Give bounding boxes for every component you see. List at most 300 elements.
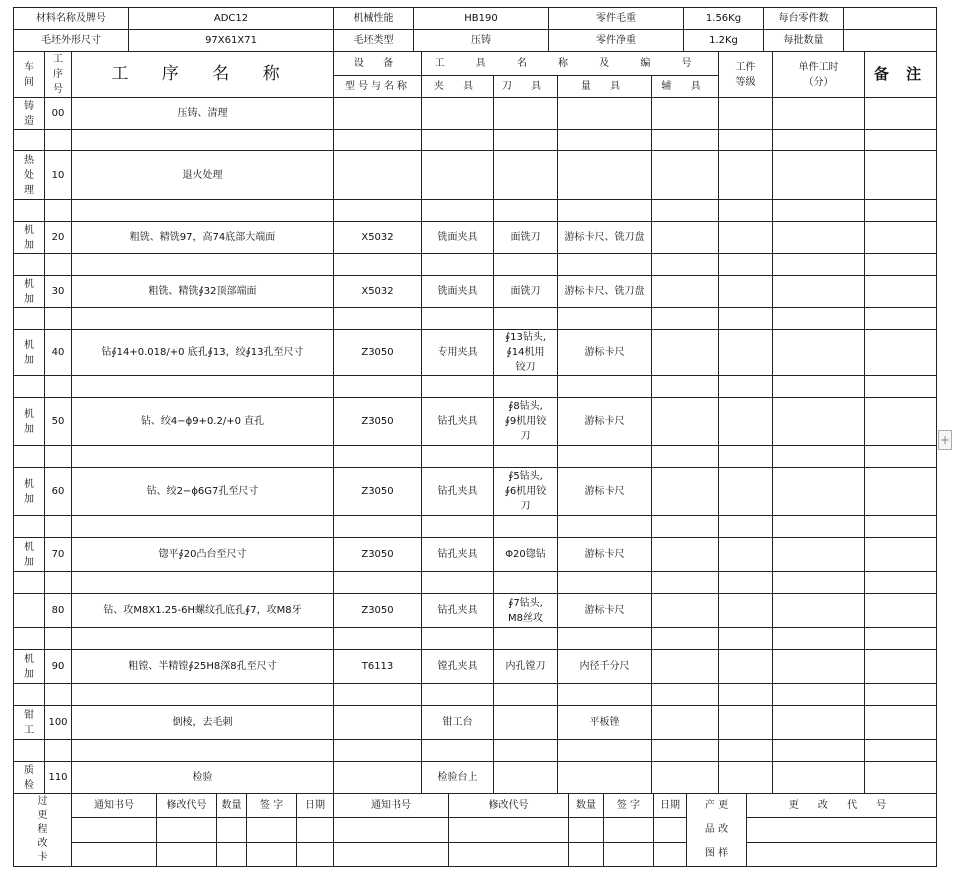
header-table xyxy=(13,7,937,52)
blank-cell[interactable] xyxy=(72,130,334,151)
col-step-name: 工 序 名 称 xyxy=(72,52,334,98)
row-workshop: 机 加 xyxy=(14,276,45,308)
sign-header-2: 签 字 xyxy=(604,794,654,818)
blank-cell[interactable] xyxy=(72,200,334,222)
blank-cell[interactable] xyxy=(558,684,652,706)
blank-cell[interactable] xyxy=(719,684,773,706)
blank-cell[interactable] xyxy=(773,684,865,706)
blank-cell[interactable] xyxy=(334,516,422,538)
blank-cell[interactable] xyxy=(45,254,72,276)
process-card xyxy=(13,7,936,867)
row-workshop: 机 加 xyxy=(14,330,45,376)
blank-cell[interactable] xyxy=(494,200,558,222)
blank-size-value: 97X61X71 xyxy=(129,30,334,52)
row-equipment: Z3050 xyxy=(334,594,422,628)
blank-cell[interactable] xyxy=(14,200,45,222)
row-unit-time[interactable] xyxy=(773,151,865,200)
blank-cell[interactable] xyxy=(719,628,773,650)
process-row xyxy=(14,650,937,684)
row-remarks[interactable] xyxy=(865,398,937,446)
blank-cell[interactable] xyxy=(865,376,937,398)
blank-cell[interactable] xyxy=(865,516,937,538)
row-workshop: 铸 造 xyxy=(14,98,45,130)
row-equipment: Z3050 xyxy=(334,468,422,516)
blank-cell[interactable] xyxy=(865,740,937,762)
blank-cell[interactable] xyxy=(14,684,45,706)
blank-cell[interactable] xyxy=(422,130,494,151)
blank-cell[interactable] xyxy=(422,516,494,538)
row-step-no: 30 xyxy=(45,276,72,308)
row-grade[interactable] xyxy=(719,468,773,516)
blank-cell[interactable] xyxy=(422,740,494,762)
blank-cell[interactable] xyxy=(45,308,72,330)
row-step-name: 钻、绞4−ϕ9+0.2/+0 直孔 xyxy=(72,398,334,446)
row-aux[interactable] xyxy=(652,98,719,130)
log-cell[interactable] xyxy=(157,818,217,842)
change-log-table xyxy=(13,793,937,867)
log-cell[interactable] xyxy=(654,842,687,866)
blank-cell[interactable] xyxy=(494,254,558,276)
blank-cell[interactable] xyxy=(773,572,865,594)
blank-cell[interactable] xyxy=(45,516,72,538)
row-fixture xyxy=(422,98,494,130)
blank-cell[interactable] xyxy=(45,376,72,398)
row-aux[interactable] xyxy=(652,706,719,740)
net-weight-label: 零件净重 xyxy=(549,30,684,52)
row-aux[interactable] xyxy=(652,468,719,516)
row-step-no: 110 xyxy=(45,762,72,794)
row-cutter: ∮8钻头, ∮9机用铰 刀 xyxy=(494,398,558,446)
row-workshop: 机 加 xyxy=(14,222,45,254)
row-grade[interactable] xyxy=(719,151,773,200)
blank-type-label: 毛坯类型 xyxy=(334,30,414,52)
net-weight-value: 1.2Kg xyxy=(684,30,764,52)
blank-cell[interactable] xyxy=(72,572,334,594)
log-cell[interactable] xyxy=(247,842,297,866)
blank-cell[interactable] xyxy=(719,740,773,762)
row-step-name: 钻∮14+0.018/+0 底孔∮13，绞∮13孔至尺寸 xyxy=(72,330,334,376)
blank-cell[interactable] xyxy=(334,628,422,650)
row-grade[interactable] xyxy=(719,650,773,684)
log-cell[interactable] xyxy=(72,842,157,866)
row-unit-time[interactable] xyxy=(773,594,865,628)
blank-cell[interactable] xyxy=(865,200,937,222)
row-step-name: 钻、攻M8X1.25-6H螺纹孔底孔∮7，攻M8牙 xyxy=(72,594,334,628)
spacer-row xyxy=(14,516,937,538)
log-cell[interactable] xyxy=(569,842,604,866)
row-cutter xyxy=(494,762,558,794)
per-unit-label: 每台零件数 xyxy=(764,8,844,30)
process-row xyxy=(14,468,937,516)
blank-cell[interactable] xyxy=(494,740,558,762)
blank-cell[interactable] xyxy=(719,130,773,151)
blank-cell[interactable] xyxy=(558,130,652,151)
row-gauge xyxy=(558,151,652,200)
blank-cell[interactable] xyxy=(773,130,865,151)
date-header-2: 日期 xyxy=(654,794,687,818)
change-code-header: 修改代号 xyxy=(157,794,217,818)
row-unit-time[interactable] xyxy=(773,330,865,376)
row-grade[interactable] xyxy=(719,276,773,308)
row-fixture: 专用夹具 xyxy=(422,330,494,376)
log-cell[interactable] xyxy=(604,818,654,842)
spacer-row xyxy=(14,130,937,151)
blank-cell[interactable] xyxy=(652,516,719,538)
row-aux[interactable] xyxy=(652,650,719,684)
row-fixture: 钳工台 xyxy=(422,706,494,740)
process-row xyxy=(14,222,937,254)
blank-cell[interactable] xyxy=(72,516,334,538)
row-grade[interactable] xyxy=(719,330,773,376)
row-aux[interactable] xyxy=(652,151,719,200)
blank-cell[interactable] xyxy=(652,130,719,151)
col-step-no: 工 序 号 xyxy=(45,52,72,98)
blank-cell[interactable] xyxy=(72,376,334,398)
row-step-name: 检验 xyxy=(72,762,334,794)
row-remarks[interactable] xyxy=(865,762,937,794)
row-cutter: 面铣刀 xyxy=(494,276,558,308)
log-cell[interactable] xyxy=(157,842,217,866)
row-unit-time[interactable] xyxy=(773,762,865,794)
blank-cell[interactable] xyxy=(719,200,773,222)
spacer-row xyxy=(14,446,937,468)
process-row xyxy=(14,706,937,740)
row-cutter: ∮13钻头, ∮14机用 铰刀 xyxy=(494,330,558,376)
blank-cell[interactable] xyxy=(494,376,558,398)
blank-cell[interactable] xyxy=(558,308,652,330)
row-equipment: X5032 xyxy=(334,222,422,254)
blank-cell[interactable] xyxy=(652,572,719,594)
process-row xyxy=(14,594,937,628)
blank-cell[interactable] xyxy=(719,572,773,594)
blank-cell[interactable] xyxy=(45,572,72,594)
row-step-no: 50 xyxy=(45,398,72,446)
blank-cell[interactable] xyxy=(14,308,45,330)
per-batch-label: 每批数量 xyxy=(764,30,844,52)
blank-cell[interactable] xyxy=(652,376,719,398)
blank-cell[interactable] xyxy=(334,308,422,330)
blank-cell[interactable] xyxy=(773,628,865,650)
blank-cell[interactable] xyxy=(494,684,558,706)
col-equipment-sub: 型号与名称 xyxy=(334,76,422,98)
row-step-name: 粗铣、精铣∮32顶部端面 xyxy=(72,276,334,308)
row-workshop: 质 检 xyxy=(14,762,45,794)
blank-cell[interactable] xyxy=(14,376,45,398)
row-unit-time[interactable] xyxy=(773,538,865,572)
blank-cell[interactable] xyxy=(334,376,422,398)
row-step-no: 20 xyxy=(45,222,72,254)
log-cell[interactable] xyxy=(72,818,157,842)
blank-cell[interactable] xyxy=(14,628,45,650)
spacer-row xyxy=(14,628,937,650)
blank-cell[interactable] xyxy=(652,200,719,222)
row-equipment: Z3050 xyxy=(334,538,422,572)
row-remarks[interactable] xyxy=(865,706,937,740)
blank-cell[interactable] xyxy=(773,740,865,762)
row-remarks[interactable] xyxy=(865,276,937,308)
blank-cell[interactable] xyxy=(558,516,652,538)
row-unit-time[interactable] xyxy=(773,98,865,130)
blank-cell[interactable] xyxy=(558,572,652,594)
row-aux[interactable] xyxy=(652,538,719,572)
blank-cell[interactable] xyxy=(45,446,72,468)
change-log-side-label: 过 更 程 改 卡 xyxy=(14,794,72,867)
blank-cell[interactable] xyxy=(72,308,334,330)
log-cell[interactable] xyxy=(449,818,569,842)
blank-cell[interactable] xyxy=(865,254,937,276)
row-step-name: 退火处理 xyxy=(72,151,334,200)
process-row xyxy=(14,276,937,308)
blank-cell[interactable] xyxy=(652,254,719,276)
row-equipment: Z3050 xyxy=(334,398,422,446)
blank-cell[interactable] xyxy=(14,516,45,538)
row-step-no: 80 xyxy=(45,594,72,628)
log-cell[interactable] xyxy=(654,818,687,842)
blank-type-value: 压铸 xyxy=(414,30,549,52)
log-cell[interactable] xyxy=(334,818,449,842)
row-gauge xyxy=(558,762,652,794)
row-fixture: 镗孔夹具 xyxy=(422,650,494,684)
blank-cell[interactable] xyxy=(422,200,494,222)
blank-cell[interactable] xyxy=(865,130,937,151)
process-row xyxy=(14,151,937,200)
row-remarks[interactable] xyxy=(865,98,937,130)
per-batch-value[interactable] xyxy=(844,30,937,52)
blank-cell[interactable] xyxy=(773,446,865,468)
blank-cell[interactable] xyxy=(334,572,422,594)
blank-cell[interactable] xyxy=(422,572,494,594)
col-gauge: 量 具 xyxy=(558,76,652,98)
row-step-no: 10 xyxy=(45,151,72,200)
col-equipment: 设 备 xyxy=(334,52,422,76)
change-code-right-header: 更 改 代 号 xyxy=(747,794,937,818)
row-remarks[interactable] xyxy=(865,650,937,684)
row-grade[interactable] xyxy=(719,98,773,130)
blank-cell[interactable] xyxy=(494,516,558,538)
blank-cell[interactable] xyxy=(334,740,422,762)
row-unit-time[interactable] xyxy=(773,222,865,254)
blank-cell[interactable] xyxy=(45,684,72,706)
col-cutter: 刀 具 xyxy=(494,76,558,98)
col-workshop: 车 间 xyxy=(14,52,45,98)
blank-cell[interactable] xyxy=(334,446,422,468)
blank-cell[interactable] xyxy=(422,308,494,330)
row-workshop: 机 加 xyxy=(14,538,45,572)
row-aux[interactable] xyxy=(652,330,719,376)
mech-value: HB190 xyxy=(414,8,549,30)
row-workshop xyxy=(14,594,45,628)
row-step-name: 压铸、清理 xyxy=(72,98,334,130)
spacer-row xyxy=(14,200,937,222)
row-unit-time[interactable] xyxy=(773,706,865,740)
log-cell[interactable] xyxy=(217,842,247,866)
row-gauge: 平板锉 xyxy=(558,706,652,740)
row-remarks[interactable] xyxy=(865,222,937,254)
blank-cell[interactable] xyxy=(558,446,652,468)
blank-cell[interactable] xyxy=(422,628,494,650)
row-unit-time[interactable] xyxy=(773,468,865,516)
row-cutter: ∮7钻头, M8丝攻 xyxy=(494,594,558,628)
blank-cell[interactable] xyxy=(865,446,937,468)
row-aux[interactable] xyxy=(652,762,719,794)
blank-cell[interactable] xyxy=(14,572,45,594)
col-remarks: 备 注 xyxy=(865,52,937,98)
col-grade: 工件 等级 xyxy=(719,52,773,98)
blank-cell[interactable] xyxy=(773,376,865,398)
blank-cell[interactable] xyxy=(558,200,652,222)
blank-cell[interactable] xyxy=(72,740,334,762)
per-unit-value[interactable] xyxy=(844,8,937,30)
blank-cell[interactable] xyxy=(719,516,773,538)
gross-weight-value: 1.56Kg xyxy=(684,8,764,30)
spacer-row xyxy=(14,572,937,594)
row-cutter: 内孔镗刀 xyxy=(494,650,558,684)
blank-cell[interactable] xyxy=(334,254,422,276)
row-cutter xyxy=(494,706,558,740)
blank-cell[interactable] xyxy=(334,684,422,706)
blank-cell[interactable] xyxy=(45,628,72,650)
blank-cell[interactable] xyxy=(14,130,45,151)
row-aux[interactable] xyxy=(652,222,719,254)
row-step-name: 倒棱，去毛刺 xyxy=(72,706,334,740)
row-gauge: 游标卡尺 xyxy=(558,330,652,376)
row-step-no: 00 xyxy=(45,98,72,130)
log-cell[interactable] xyxy=(747,818,937,842)
log-cell[interactable] xyxy=(569,818,604,842)
notice-no-header-2: 通知书号 xyxy=(334,794,449,818)
row-aux[interactable] xyxy=(652,276,719,308)
row-grade[interactable] xyxy=(719,762,773,794)
blank-cell[interactable] xyxy=(865,572,937,594)
spacer-row xyxy=(14,740,937,762)
blank-cell[interactable] xyxy=(14,254,45,276)
blank-cell[interactable] xyxy=(334,130,422,151)
row-fixture: 铣面夹具 xyxy=(422,222,494,254)
row-grade[interactable] xyxy=(719,222,773,254)
blank-cell[interactable] xyxy=(865,308,937,330)
row-workshop: 机 加 xyxy=(14,398,45,446)
blank-cell[interactable] xyxy=(558,254,652,276)
blank-cell[interactable] xyxy=(865,628,937,650)
blank-cell[interactable] xyxy=(72,684,334,706)
blank-cell[interactable] xyxy=(14,446,45,468)
blank-cell[interactable] xyxy=(652,628,719,650)
row-equipment: X5032 xyxy=(334,276,422,308)
row-unit-time[interactable] xyxy=(773,276,865,308)
blank-cell[interactable] xyxy=(773,308,865,330)
sign-header: 签 字 xyxy=(247,794,297,818)
row-aux[interactable] xyxy=(652,398,719,446)
row-grade[interactable] xyxy=(719,594,773,628)
blank-cell[interactable] xyxy=(719,376,773,398)
mech-label: 机械性能 xyxy=(334,8,414,30)
row-grade[interactable] xyxy=(719,398,773,446)
material-label: 材料名称及牌号 xyxy=(14,8,129,30)
process-row xyxy=(14,98,937,130)
blank-cell[interactable] xyxy=(494,628,558,650)
process-row xyxy=(14,330,937,376)
row-remarks[interactable] xyxy=(865,594,937,628)
log-cell[interactable] xyxy=(747,842,937,866)
row-gauge: 内径千分尺 xyxy=(558,650,652,684)
blank-cell[interactable] xyxy=(334,200,422,222)
row-step-name: 锪平∮20凸台至尺寸 xyxy=(72,538,334,572)
row-cutter xyxy=(494,151,558,200)
blank-cell[interactable] xyxy=(45,130,72,151)
blank-cell[interactable] xyxy=(719,308,773,330)
blank-cell[interactable] xyxy=(719,254,773,276)
row-step-no: 60 xyxy=(45,468,72,516)
row-step-name: 粗铣、精铣97，高74底部大端面 xyxy=(72,222,334,254)
blank-cell[interactable] xyxy=(558,628,652,650)
row-unit-time[interactable] xyxy=(773,398,865,446)
blank-cell[interactable] xyxy=(719,446,773,468)
row-grade[interactable] xyxy=(719,706,773,740)
blank-cell[interactable] xyxy=(773,200,865,222)
blank-cell[interactable] xyxy=(652,308,719,330)
blank-cell[interactable] xyxy=(494,572,558,594)
row-remarks[interactable] xyxy=(865,468,937,516)
row-equipment xyxy=(334,151,422,200)
row-remarks[interactable] xyxy=(865,330,937,376)
row-remarks[interactable] xyxy=(865,151,937,200)
blank-cell[interactable] xyxy=(494,446,558,468)
blank-cell[interactable] xyxy=(865,684,937,706)
log-cell[interactable] xyxy=(217,818,247,842)
log-cell[interactable] xyxy=(247,818,297,842)
row-gauge: 游标卡尺 xyxy=(558,398,652,446)
blank-cell[interactable] xyxy=(45,200,72,222)
blank-cell[interactable] xyxy=(14,740,45,762)
blank-cell[interactable] xyxy=(45,740,72,762)
expand-icon[interactable]: + xyxy=(938,430,952,450)
blank-cell[interactable] xyxy=(72,254,334,276)
row-unit-time[interactable] xyxy=(773,650,865,684)
blank-cell[interactable] xyxy=(652,684,719,706)
blank-cell[interactable] xyxy=(558,376,652,398)
row-fixture: 铣面夹具 xyxy=(422,276,494,308)
row-fixture: 钻孔夹具 xyxy=(422,538,494,572)
blank-cell[interactable] xyxy=(652,740,719,762)
material-value: ADC12 xyxy=(129,8,334,30)
row-remarks[interactable] xyxy=(865,538,937,572)
blank-cell[interactable] xyxy=(72,446,334,468)
process-row xyxy=(14,398,937,446)
blank-cell[interactable] xyxy=(652,446,719,468)
blank-cell[interactable] xyxy=(773,254,865,276)
blank-cell[interactable] xyxy=(773,516,865,538)
log-cell[interactable] xyxy=(334,842,449,866)
row-workshop: 机 加 xyxy=(14,468,45,516)
blank-cell[interactable] xyxy=(558,740,652,762)
blank-cell[interactable] xyxy=(494,130,558,151)
log-cell[interactable] xyxy=(449,842,569,866)
log-cell[interactable] xyxy=(297,818,334,842)
log-cell[interactable] xyxy=(297,842,334,866)
blank-cell[interactable] xyxy=(422,446,494,468)
blank-cell[interactable] xyxy=(72,628,334,650)
blank-cell[interactable] xyxy=(422,376,494,398)
row-gauge: 游标卡尺 xyxy=(558,468,652,516)
log-cell[interactable] xyxy=(604,842,654,866)
blank-cell[interactable] xyxy=(422,254,494,276)
qty-header: 数量 xyxy=(217,794,247,818)
row-fixture xyxy=(422,151,494,200)
blank-cell[interactable] xyxy=(422,684,494,706)
row-grade[interactable] xyxy=(719,538,773,572)
row-aux[interactable] xyxy=(652,594,719,628)
blank-cell[interactable] xyxy=(494,308,558,330)
